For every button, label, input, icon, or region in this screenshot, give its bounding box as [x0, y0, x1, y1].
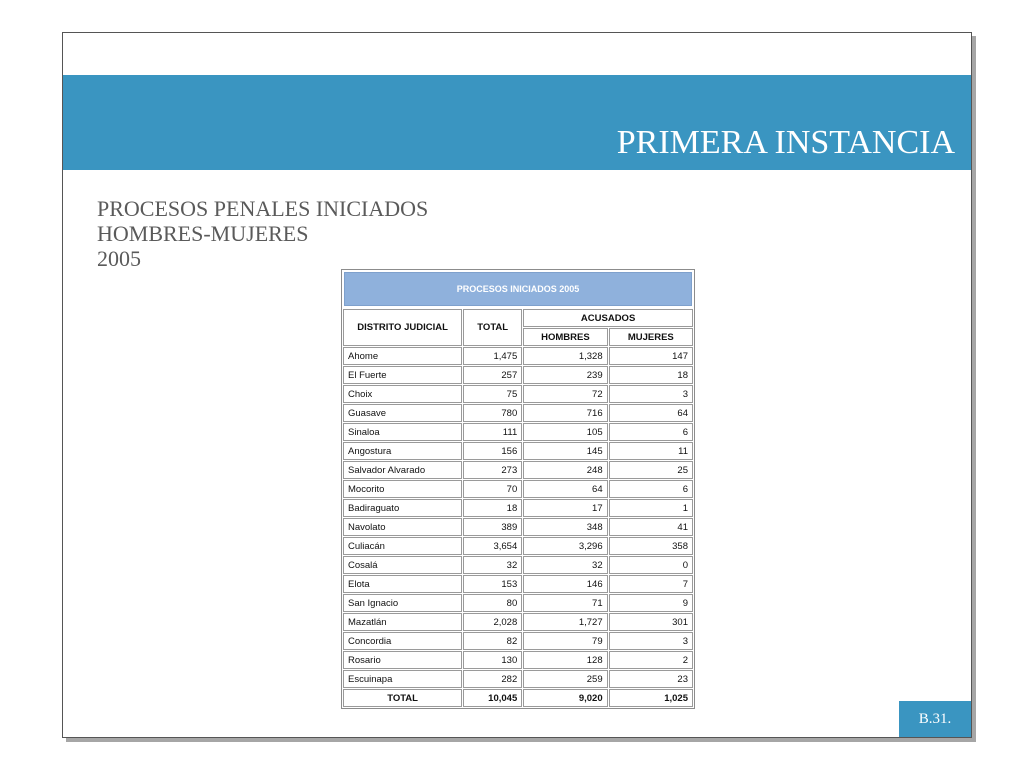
- cell-total: 82: [463, 632, 522, 650]
- table-row: [343, 404, 693, 422]
- table-row: [343, 461, 693, 479]
- table-row: [343, 670, 693, 688]
- cell-total: 282: [463, 670, 522, 688]
- table-row: [343, 423, 693, 441]
- cell-mujeres: 1,025: [609, 689, 693, 707]
- slide: [62, 32, 972, 738]
- cell-name: San Ignacio: [343, 594, 462, 612]
- cell-mujeres: 11: [609, 442, 693, 460]
- cell-hombres: 17: [523, 499, 607, 517]
- cell-total: 156: [463, 442, 522, 460]
- cell-hombres: 9,020: [523, 689, 607, 707]
- cell-mujeres: 64: [609, 404, 693, 422]
- heading-line-3: 2005: [97, 246, 141, 271]
- cell-hombres: 716: [523, 404, 607, 422]
- cell-hombres: 32: [523, 556, 607, 574]
- cell-name: Navolato: [343, 518, 462, 536]
- cell-total: 111: [463, 423, 522, 441]
- cell-name: Cosalá: [343, 556, 462, 574]
- section-heading: [97, 196, 428, 271]
- cell-mujeres: 9: [609, 594, 693, 612]
- cell-name: Culiacán: [343, 537, 462, 555]
- header-mujeres: MUJERES: [609, 328, 693, 346]
- cell-name: El Fuerte: [343, 366, 462, 384]
- cell-mujeres: 41: [609, 518, 693, 536]
- header-acusados: ACUSADOS: [523, 309, 693, 327]
- cell-hombres: 71: [523, 594, 607, 612]
- table-row: [343, 651, 693, 669]
- table-row: [343, 537, 693, 555]
- cell-hombres: 259: [523, 670, 607, 688]
- cell-name: Concordia: [343, 632, 462, 650]
- table-row: [343, 575, 693, 593]
- table-row: [343, 347, 693, 365]
- table-body: [343, 347, 693, 707]
- cell-hombres: 3,296: [523, 537, 607, 555]
- cell-hombres: 146: [523, 575, 607, 593]
- cell-total: 3,654: [463, 537, 522, 555]
- table-row: [343, 518, 693, 536]
- cell-name: Mocorito: [343, 480, 462, 498]
- data-table: [342, 308, 694, 708]
- cell-total: 130: [463, 651, 522, 669]
- cell-name: Escuinapa: [343, 670, 462, 688]
- header-hombres: HOMBRES: [523, 328, 607, 346]
- cell-hombres: 64: [523, 480, 607, 498]
- cell-mujeres: 301: [609, 613, 693, 631]
- cell-total: 32: [463, 556, 522, 574]
- table-row: [343, 594, 693, 612]
- cell-name: TOTAL: [343, 689, 462, 707]
- cell-total: 2,028: [463, 613, 522, 631]
- cell-hombres: 1,727: [523, 613, 607, 631]
- cell-mujeres: 0: [609, 556, 693, 574]
- cell-name: Rosario: [343, 651, 462, 669]
- cell-hombres: 248: [523, 461, 607, 479]
- cell-total: 1,475: [463, 347, 522, 365]
- table-row: [343, 480, 693, 498]
- cell-name: Salvador Alvarado: [343, 461, 462, 479]
- data-table-container: [341, 269, 695, 709]
- cell-mujeres: 1: [609, 499, 693, 517]
- table-row: [343, 613, 693, 631]
- cell-total: 257: [463, 366, 522, 384]
- cell-name: Sinaloa: [343, 423, 462, 441]
- cell-total: 273: [463, 461, 522, 479]
- cell-mujeres: 18: [609, 366, 693, 384]
- header-distrito: DISTRITO JUDICIAL: [343, 309, 462, 346]
- cell-total: 780: [463, 404, 522, 422]
- cell-total: 70: [463, 480, 522, 498]
- cell-name: Angostura: [343, 442, 462, 460]
- heading-line-1: PROCESOS PENALES INICIADOS: [97, 196, 429, 221]
- header-total: TOTAL: [463, 309, 522, 346]
- table-row: [343, 632, 693, 650]
- cell-total: 10,045: [463, 689, 522, 707]
- cell-total: 153: [463, 575, 522, 593]
- heading-line-2: HOMBRES-MUJERES: [97, 221, 309, 246]
- cell-name: Badiraguato: [343, 499, 462, 517]
- cell-hombres: 1,328: [523, 347, 607, 365]
- table-row: [343, 442, 693, 460]
- cell-mujeres: 147: [609, 347, 693, 365]
- cell-name: Ahome: [343, 347, 462, 365]
- cell-name: Choix: [343, 385, 462, 403]
- header-band: [63, 75, 971, 170]
- cell-mujeres: 6: [609, 423, 693, 441]
- cell-name: Mazatlán: [343, 613, 462, 631]
- cell-mujeres: 3: [609, 632, 693, 650]
- table-row: [343, 366, 693, 384]
- cell-total: 75: [463, 385, 522, 403]
- table-row: [343, 556, 693, 574]
- table-total-row: [343, 689, 693, 707]
- page-number-badge: B.31.: [899, 701, 971, 737]
- cell-hombres: 145: [523, 442, 607, 460]
- page-title: PRIMERA INSTANCIA: [616, 124, 955, 161]
- cell-mujeres: 358: [609, 537, 693, 555]
- cell-hombres: 105: [523, 423, 607, 441]
- cell-mujeres: 23: [609, 670, 693, 688]
- table-row: [343, 499, 693, 517]
- table-row: [343, 385, 693, 403]
- table-title: PROCESOS INICIADOS 2005: [344, 272, 692, 306]
- cell-mujeres: 25: [609, 461, 693, 479]
- cell-mujeres: 7: [609, 575, 693, 593]
- cell-hombres: 72: [523, 385, 607, 403]
- cell-name: Elota: [343, 575, 462, 593]
- cell-total: 18: [463, 499, 522, 517]
- cell-mujeres: 2: [609, 651, 693, 669]
- cell-name: Guasave: [343, 404, 462, 422]
- cell-hombres: 348: [523, 518, 607, 536]
- cell-total: 80: [463, 594, 522, 612]
- cell-hombres: 128: [523, 651, 607, 669]
- cell-mujeres: 3: [609, 385, 693, 403]
- cell-hombres: 79: [523, 632, 607, 650]
- cell-hombres: 239: [523, 366, 607, 384]
- cell-mujeres: 6: [609, 480, 693, 498]
- cell-total: 389: [463, 518, 522, 536]
